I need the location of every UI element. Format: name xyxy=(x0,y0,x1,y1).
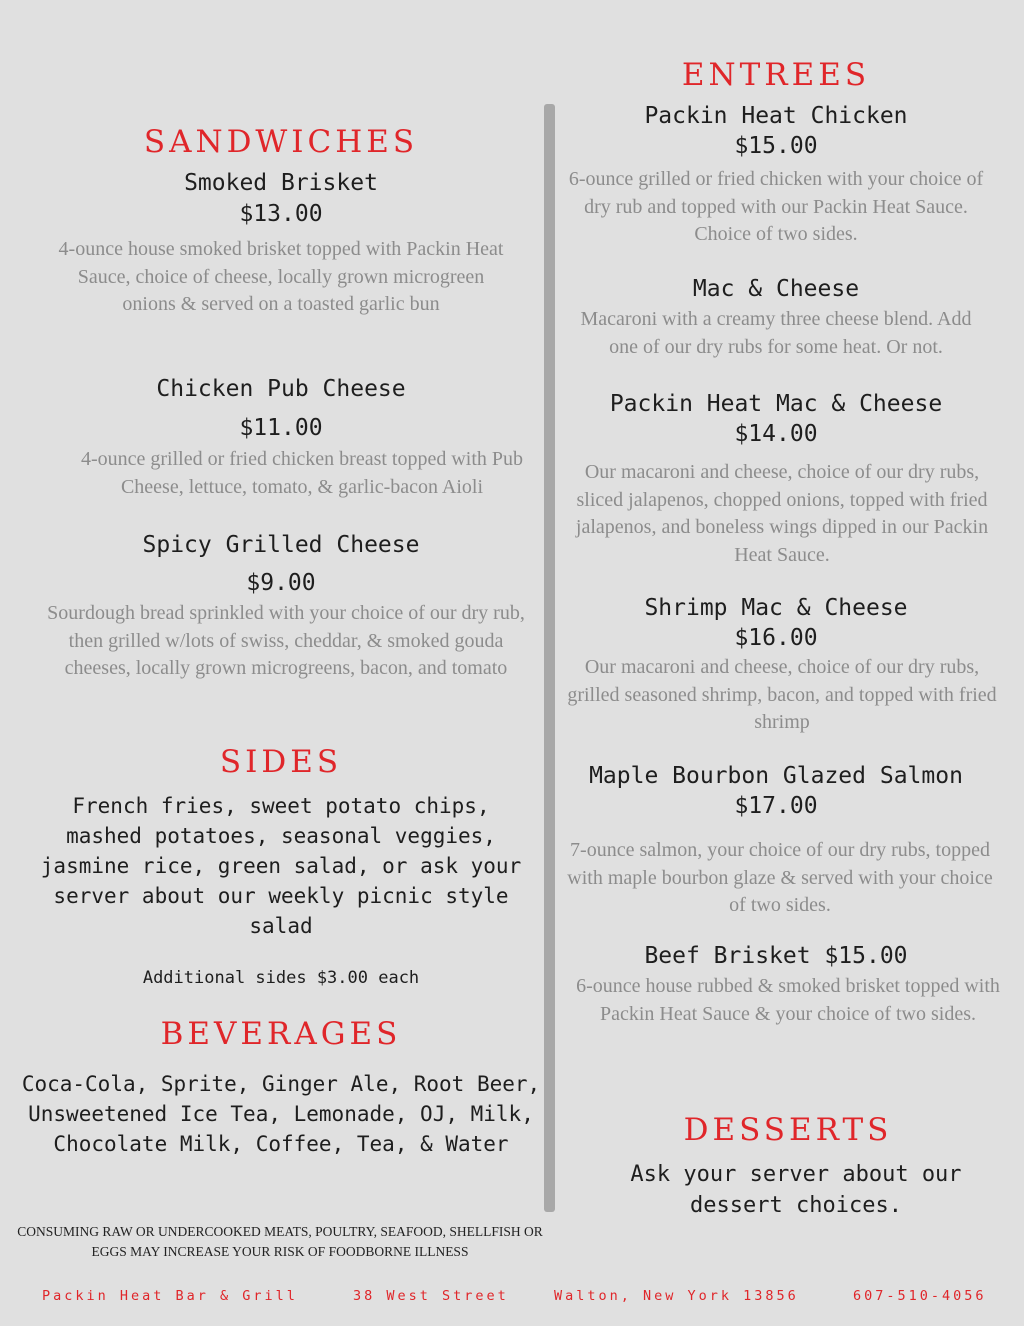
desserts-heading: DESSERTS xyxy=(683,1112,893,1148)
sandwich-price: $9.00 xyxy=(246,570,316,596)
sandwich-desc: Sourdough bread sprinkled with your choice of our dry rub, then grilled w/lots of swiss, cheddar, & smoked gouda cheeses, locally grown microgreens, bacon, and tomato xyxy=(47,602,525,679)
entree-title: Packin Heat Chicken xyxy=(644,103,908,129)
beverages-list: Coca-Cola, Sprite, Ginger Ale, Root Beer, Unsweetened Ice Tea, Lemonade, OJ, Milk, Chocolate Milk, Coffee, Tea, & Water xyxy=(21,1072,541,1156)
left-column xyxy=(20,0,542,1326)
sandwich-title: Chicken Pub Cheese xyxy=(156,376,406,402)
entree-price: $15.00 xyxy=(734,133,818,159)
entree-title: Shrimp Mac & Cheese xyxy=(644,595,908,621)
sandwich-price: $11.00 xyxy=(239,415,323,441)
entree-desc: 6-ounce house rubbed & smoked brisket topped with Packin Heat Sauce & your choice of two sides. xyxy=(576,975,1000,1025)
right-column xyxy=(556,0,1000,1326)
column-divider xyxy=(544,104,555,1212)
beverages-heading: BEVERAGES xyxy=(160,1016,402,1052)
entree-desc: Our macaroni and cheese, choice of our dry rubs, sliced jalapenos, chopped onions, topped with fried jalapenos, and boneless wings dipped in our Packin Heat Sauce. xyxy=(575,461,989,566)
food-safety-warning: CONSUMING RAW OR UNDERCOOKED MEATS, POULTRY, SEAFOOD, SHELLFISH OR EGGS MAY INCREASE YOUR RISK OF FOODBORNE ILLNESS xyxy=(17,1224,543,1259)
sides-list: French fries, sweet potato chips, mashed potatoes, seasonal veggies, jasmine rice, green salad, or ask your server about our weekly picnic style salad xyxy=(40,794,522,938)
sandwiches-heading: SANDWICHES xyxy=(143,124,419,160)
sandwich-desc: 4-ounce grilled or fried chicken breast topped with Pub Cheese, lettuce, tomato, & garlic-bacon Aioli xyxy=(80,448,524,498)
additional-sides: Additional sides $3.00 each xyxy=(142,968,420,988)
entree-desc: Our macaroni and cheese, choice of our dry rubs, grilled seasoned shrimp, bacon, and topped with fried shrimp xyxy=(567,656,997,733)
sandwich-price: $13.00 xyxy=(239,201,323,227)
entree-desc: 7-ounce salmon, your choice of our dry rubs, topped with maple bourbon glaze & served with your choice of two sides. xyxy=(567,839,993,916)
footer xyxy=(0,1288,1024,1310)
entree-price: $14.00 xyxy=(734,421,818,447)
footer-phone: 607-510-4056 xyxy=(853,1288,987,1304)
sides-heading: SIDES xyxy=(219,744,343,780)
entree-desc: 6-ounce grilled or fried chicken with your choice of dry rub and topped with our Packin Heat Sauce. Choice of two sides. xyxy=(568,168,984,245)
entree-title: Beef Brisket $15.00 xyxy=(644,943,908,969)
entree-price: $16.00 xyxy=(734,625,818,651)
sandwich-desc: 4-ounce house smoked brisket topped with Packin Heat Sauce, choice of cheese, locally grown microgreen onions & served on a toasted garlic bun xyxy=(58,238,504,315)
entree-title: Maple Bourbon Glazed Salmon xyxy=(589,763,963,789)
sandwich-title: Smoked Brisket xyxy=(184,170,378,196)
footer-city: Walton, New York 13856 xyxy=(554,1288,799,1304)
entree-title: Mac & Cheese xyxy=(692,276,860,302)
desserts-text: Ask your server about our dessert choices. xyxy=(630,1162,962,1218)
sandwich-title: Spicy Grilled Cheese xyxy=(142,532,420,558)
footer-street: 38 West Street xyxy=(353,1288,509,1304)
entrees-heading: ENTREES xyxy=(681,57,871,93)
entree-title: Packin Heat Mac & Cheese xyxy=(609,391,943,417)
entree-desc: Macaroni with a creamy three cheese blend. Add one of our dry rubs for some heat. Or not. xyxy=(580,308,972,358)
entree-price: $17.00 xyxy=(734,793,818,819)
footer-business-name: Packin Heat Bar & Grill xyxy=(42,1288,298,1304)
